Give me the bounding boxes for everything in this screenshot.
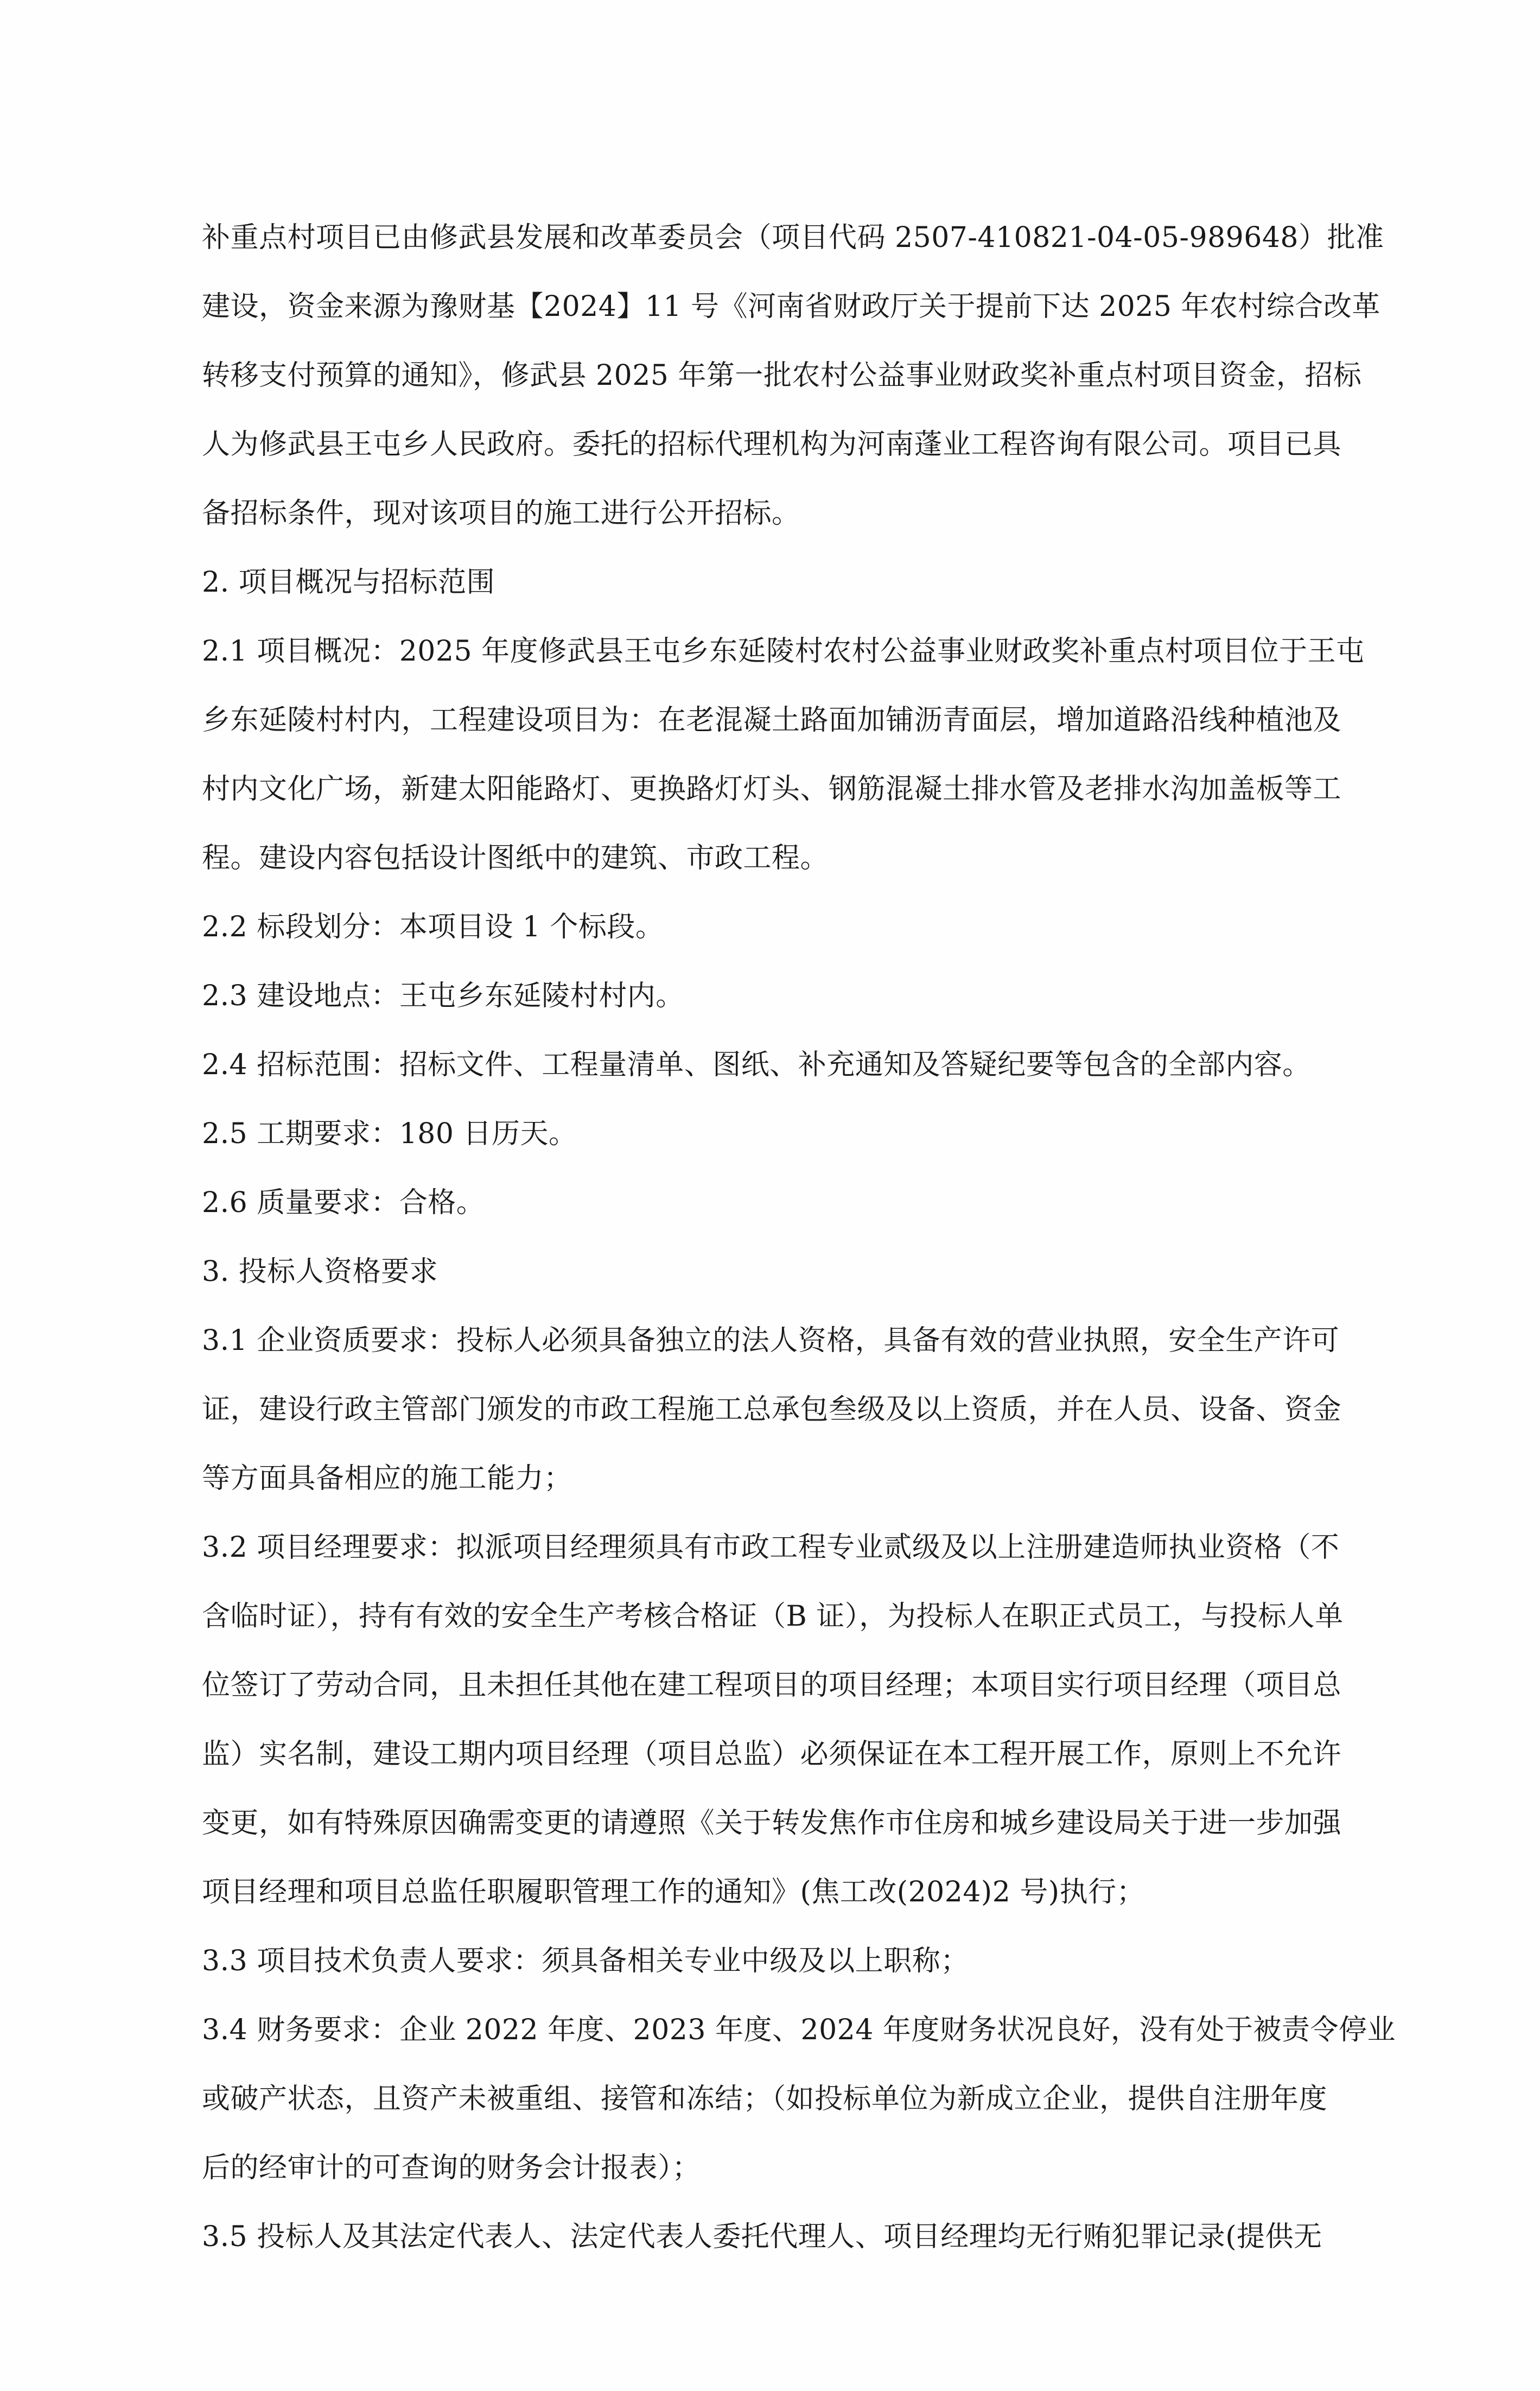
text-line: 监）实名制，建设工期内项目经理（项目总监）必须保证在本工程开展工作，原则上不允许 <box>202 1738 1342 1771</box>
text-line: 2.4 招标范围：招标文件、工程量清单、图纸、补充通知及答疑纪要等包含的全部内容。 <box>202 1049 1311 1081</box>
section-heading: 3. 投标人资格要求 <box>202 1255 438 1288</box>
text-line: 转移支付预算的通知》，修武县 2025 年第一批农村公益事业财政奖补重点村项目资金，招标 <box>202 359 1362 392</box>
text-line: 2.5 工期要求：180 日历天。 <box>202 1118 577 1150</box>
text-line: 3.3 项目技术负责人要求：须具备相关专业中级及以上职称； <box>202 1945 969 1977</box>
text-line: 或破产状态，且资产未被重组、接管和冻结；（如投标单位为新成立企业，提供自注册年度 <box>202 2083 1328 2115</box>
text-line: 2.2 标段划分：本项目设 1 个标段。 <box>202 911 664 943</box>
text-line: 后的经审计的可查询的财务会计报表）； <box>202 2152 701 2184</box>
text-line: 3.5 投标人及其法定代表人、法定代表人委托代理人、项目经理均无行贿犯罪记录(提供无 <box>202 2221 1322 2253</box>
text-line: 2.3 建设地点：王屯乡东延陵村村内。 <box>202 980 684 1012</box>
text-line: 人为修武县王屯乡人民政府。委托的招标代理机构为河南蓬业工程咨询有限公司。项目已具 <box>202 428 1342 461</box>
body-text <box>202 204 1396 2272</box>
section-heading: 2. 项目概况与招标范围 <box>202 566 495 599</box>
text-line: 含临时证），持有有效的安全生产考核合格证（B 证），为投标人在职正式员工，与投标人单 <box>202 1600 1344 1633</box>
text-line: 等方面具备相应的施工能力； <box>202 1462 572 1495</box>
text-line: 证，建设行政主管部门颁发的市政工程施工总承包叁级及以上资质，并在人员、设备、资金 <box>202 1393 1342 1426</box>
text-line: 2.1 项目概况：2025 年度修武县王屯乡东延陵村农村公益事业财政奖补重点村项目位于王屯 <box>202 635 1365 668</box>
text-line: 建设，资金来源为豫财基【2024】11 号《河南省财政厅关于提前下达 2025 年农村综合改革 <box>202 290 1380 323</box>
text-line: 2.6 质量要求：合格。 <box>202 1187 485 1219</box>
text-line: 程。建设内容包括设计图纸中的建筑、市政工程。 <box>202 842 829 874</box>
text-line: 项目经理和项目总监任职履职管理工作的通知》(焦工改(2024)2 号)执行； <box>202 1876 1146 1908</box>
text-line: 3.2 项目经理要求：拟派项目经理须具有市政工程专业贰级及以上注册建造师执业资格（不 <box>202 1531 1340 1564</box>
text-line: 村内文化广场，新建太阳能路灯、更换路灯灯头、钢筋混凝土排水管及老排水沟加盖板等工 <box>202 773 1342 806</box>
text-line: 备招标条件，现对该项目的施工进行公开招标。 <box>202 497 800 530</box>
text-line: 3.4 财务要求：企业 2022 年度、2023 年度、2024 年度财务状况良好，没有处于被责令停业 <box>202 2014 1396 2046</box>
text-line: 位签订了劳动合同，且未担任其他在建工程项目的项目经理；本项目实行项目经理（项目总 <box>202 1669 1342 1702</box>
text-line: 变更，如有特殊原因确需变更的请遵照《关于转发焦作市住房和城乡建设局关于进一步加强 <box>202 1807 1342 1840</box>
text-line: 补重点村项目已由修武县发展和改革委员会（项目代码 2507-410821-04-05-989648）批准 <box>202 221 1384 254</box>
text-line: 乡东延陵村村内，工程建设项目为：在老混凝土路面加铺沥青面层，增加道路沿线种植池及 <box>202 704 1342 737</box>
text-line: 3.1 企业资质要求：投标人必须具备独立的法人资格，具备有效的营业执照，安全生产许可 <box>202 1324 1340 1357</box>
